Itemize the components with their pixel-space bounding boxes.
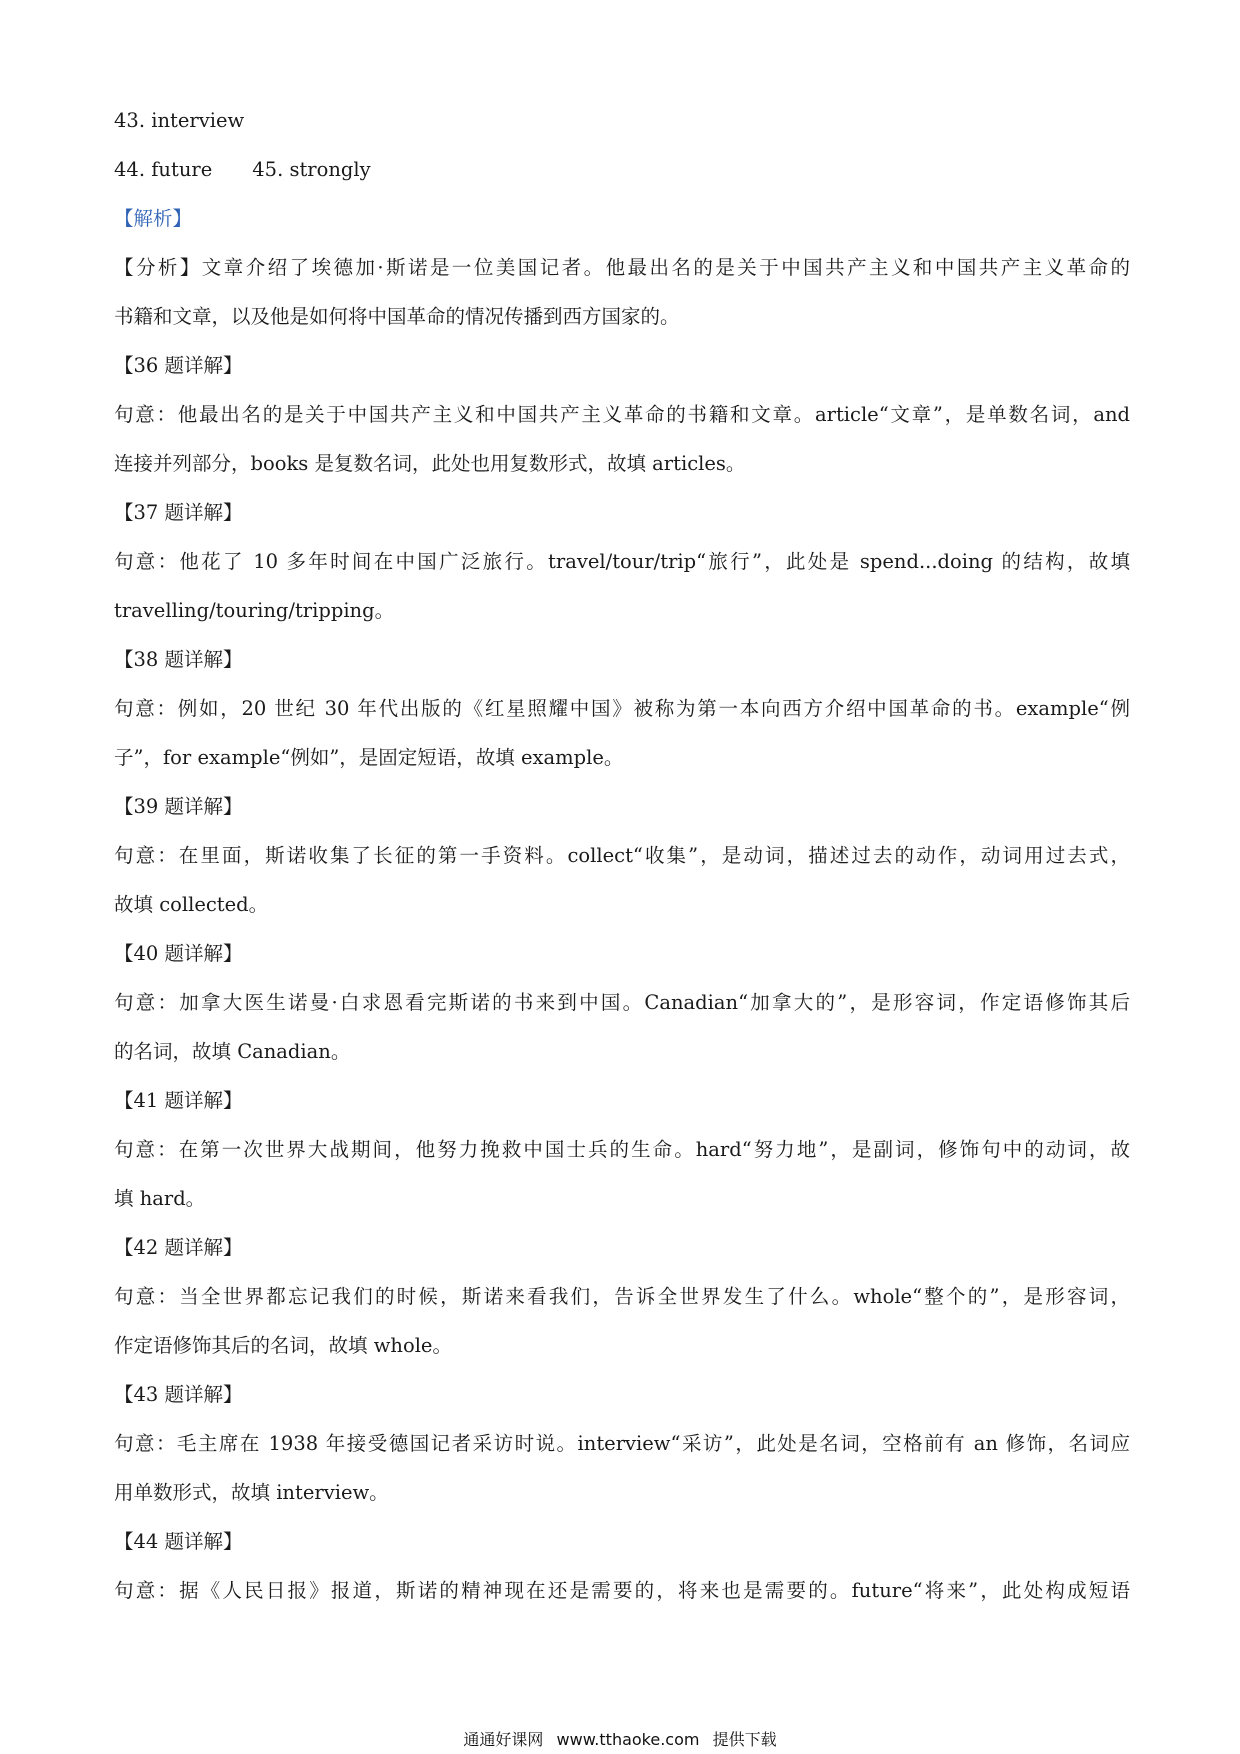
- item-line: 的名词，故填 Canadian。: [114, 1040, 351, 1063]
- item-line: 句意：他花了 10 多年时间在中国广泛旅行。travel/tour/trip“旅行”，此处是 spend...doing 的结构，故填: [114, 550, 1130, 573]
- item-line: 填 hard。: [114, 1187, 206, 1210]
- item-line: 句意：在里面，斯诺收集了长征的第一手资料。collect“收集”，是动词，描述过去的动作，动词用过去式，: [114, 844, 1130, 867]
- item-heading: 【39 题详解】: [114, 795, 243, 818]
- item-line: 作定语修饰其后的名词，故填 whole。: [114, 1334, 452, 1357]
- item-heading: 【37 题详解】: [114, 501, 243, 524]
- answer-row: [114, 145, 1130, 194]
- answer-43: 43. interview: [114, 109, 245, 132]
- answer-45: 45. strongly: [252, 158, 371, 181]
- item-line: 句意：据《人民日报》报道，斯诺的精神现在还是需要的，将来也是需要的。future“将来”，此处构成短语: [114, 1579, 1130, 1602]
- item-line: travelling/touring/tripping。: [114, 599, 395, 622]
- document-body: [114, 96, 1130, 1615]
- item-line: 故填 collected。: [114, 893, 269, 916]
- item-heading: 【36 题详解】: [114, 354, 243, 377]
- item-line: 连接并列部分，books 是复数名词，此处也用复数形式，故填 articles。: [114, 452, 746, 475]
- item-line: 用单数形式，故填 interview。: [114, 1481, 389, 1504]
- item-heading: 【43 题详解】: [114, 1383, 243, 1406]
- item-heading: 【41 题详解】: [114, 1089, 243, 1112]
- item-line: 句意：加拿大医生诺曼·白求恩看完斯诺的书来到中国。Canadian“加拿大的”，是形容词，作定语修饰其后: [114, 991, 1130, 1014]
- item-heading: 【44 题详解】: [114, 1530, 243, 1553]
- analysis-line-1: 【分析】文章介绍了埃德加·斯诺是一位美国记者。他最出名的是关于中国共产主义和中国共产主义革命的: [114, 256, 1130, 279]
- item-line: 子”，for example“例如”，是固定短语，故填 example。: [114, 746, 624, 769]
- analysis-line-2: 书籍和文章，以及他是如何将中国革命的情况传播到西方国家的。: [114, 305, 680, 328]
- item-line: 句意：例如，20 世纪 30 年代出版的《红星照耀中国》被称为第一本向西方介绍中国革命的书。example“例: [114, 697, 1130, 720]
- answer-44: 44. future: [114, 158, 213, 181]
- item-heading: 【38 题详解】: [114, 648, 243, 671]
- item-line: 句意：毛主席在 1938 年接受德国记者采访时说。interview“采访”，此处是名词，空格前有 an 修饰，名词应: [114, 1432, 1130, 1455]
- page-footer: [0, 1727, 1240, 1750]
- footer-site-name: 通通好课网: [463, 1730, 544, 1749]
- item-line: 句意：他最出名的是关于中国共产主义和中国共产主义革命的书籍和文章。article“文章”，是单数名词，and: [114, 403, 1130, 426]
- item-line: 句意：在第一次世界大战期间，他努力挽救中国士兵的生命。hard“努力地”，是副词，修饰句中的动词，故: [114, 1138, 1130, 1161]
- item-heading: 【42 题详解】: [114, 1236, 243, 1259]
- item-heading: 【40 题详解】: [114, 942, 243, 965]
- footer-url[interactable]: www.tthaoke.com: [556, 1730, 700, 1749]
- section-label: 【解析】: [114, 207, 193, 230]
- footer-note: 提供下载: [712, 1730, 777, 1749]
- item-line: 句意：当全世界都忘记我们的时候，斯诺来看我们，告诉全世界发生了什么。whole“整个的”，是形容词，: [114, 1285, 1130, 1308]
